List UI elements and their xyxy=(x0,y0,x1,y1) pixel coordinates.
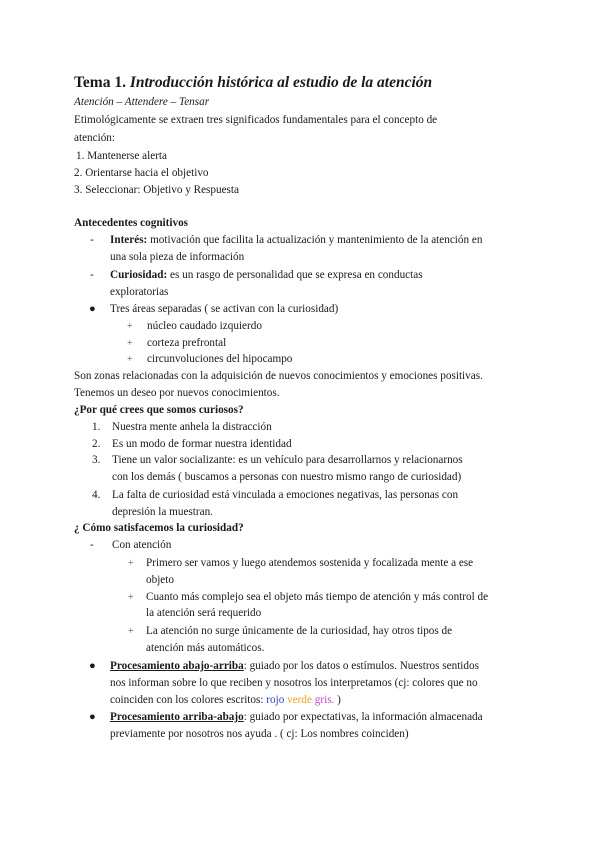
list-number: 3. xyxy=(92,454,101,466)
title-text: Introducción histórica al estudio de la atención xyxy=(129,74,433,91)
como-point: La atención no surge únicamente de la curiosidad, hay otros tipos de xyxy=(146,625,453,637)
como-point: objeto xyxy=(146,574,174,586)
curiosidad-line: exploratorias xyxy=(110,286,169,298)
dash-bullet-icon: - xyxy=(90,234,94,246)
porque-item: La falta de curiosidad está vinculada a emociones negativas, las personas con xyxy=(112,489,459,501)
page-title xyxy=(74,74,432,92)
abajo-arriba-label: Procesamiento abajo-arriba xyxy=(110,660,244,672)
meaning-number: 3. xyxy=(74,184,83,196)
area-item: núcleo caudado izquierdo xyxy=(147,320,262,332)
list-number: 2. xyxy=(92,438,101,450)
curiosidad-line xyxy=(110,268,423,282)
meaning-item xyxy=(74,183,239,197)
section-heading-como: ¿ Cómo satisfacemos la curiosidad? xyxy=(74,522,244,534)
summary-line: Tenemos un deseo por nuevos conocimientos. xyxy=(74,387,280,399)
meaning-number: 2. xyxy=(74,167,83,179)
list-number: 1. xyxy=(92,421,101,433)
plus-bullet-icon: + xyxy=(127,338,133,349)
como-point: la atención será requerido xyxy=(146,607,262,619)
interes-label: Interés: xyxy=(110,234,148,246)
meaning-text: Mantenerse alerta xyxy=(87,150,168,162)
como-point: atención más automáticos. xyxy=(146,642,265,654)
interes-line: una sola pieza de información xyxy=(110,251,245,263)
meaning-item xyxy=(76,149,167,163)
plus-bullet-icon: + xyxy=(127,354,133,365)
areas-line: Tres áreas separadas ( se activan con la curiosidad) xyxy=(110,303,339,315)
intro-line: Etimológicamente se extraen tres significados fundamentales para el concepto de xyxy=(74,114,438,126)
abajo-arriba-line xyxy=(110,693,341,707)
title-prefix: Tema 1. xyxy=(74,74,126,91)
arriba-abajo-line xyxy=(110,710,483,724)
abajo-arriba-line: nos informan sobre lo que reciben y nosotros los interpretamos (cj: colores que no xyxy=(110,677,478,689)
plus-bullet-icon: + xyxy=(128,626,134,637)
color-word-verde: verde xyxy=(287,694,312,706)
curiosidad-label: Curiosidad: xyxy=(110,269,168,281)
como-point: Cuanto más complejo sea el objeto más tiempo de atención y más control de xyxy=(146,591,489,603)
meaning-text: Orientarse hacia el objetivo xyxy=(85,167,209,179)
con-atencion: Con atención xyxy=(112,539,172,551)
arriba-abajo-text: : guiado por expectativas, la información almacenada xyxy=(243,711,483,723)
abajo-arriba-text: : guiado por los datos o estímulos. Nuestros sentidos xyxy=(243,660,479,672)
porque-item: Nuestra mente anhela la distracción xyxy=(112,421,272,433)
curiosidad-text: es un rasgo de personalidad que se expresa en conductas xyxy=(170,269,423,281)
meaning-text: Seleccionar: Objetivo y Respuesta xyxy=(85,184,239,196)
intro-line: atención: xyxy=(74,132,116,144)
color-word-rojo: rojo xyxy=(266,694,285,706)
interes-line xyxy=(110,233,482,247)
plus-bullet-icon: + xyxy=(128,558,134,569)
summary-line: Son zonas relacionadas con la adquisición de nuevos conocimientos y emociones positivas. xyxy=(74,370,483,382)
section-heading-antecedentes: Antecedentes cognitivos xyxy=(74,217,189,229)
porque-item: Es un modo de formar nuestra identidad xyxy=(112,438,292,450)
porque-item: depresión la muestran. xyxy=(112,506,213,518)
plus-bullet-icon: + xyxy=(128,592,134,603)
list-number: 4. xyxy=(92,489,101,501)
abajo-arriba-text: coinciden con los colores escritos: xyxy=(110,694,267,706)
abajo-arriba-text: ) xyxy=(334,694,341,706)
bullet-icon: ● xyxy=(89,303,96,315)
section-heading-porque: ¿Por qué crees que somos curiosos? xyxy=(74,404,244,416)
dash-bullet-icon: - xyxy=(90,539,94,551)
bullet-icon: ● xyxy=(89,711,96,723)
meaning-item xyxy=(74,166,209,180)
interes-text: motivación que facilita la actualización y mantenimiento de la atención en xyxy=(150,234,483,246)
como-point: Primero ser vamos y luego atendemos sostenida y focalizada mente a ese xyxy=(146,557,474,569)
color-word-gris: gris. xyxy=(314,694,335,706)
arriba-abajo-line: previamente por nosotros nos ayuda . ( cj: Los nombres coinciden) xyxy=(110,728,409,740)
dash-bullet-icon: - xyxy=(90,269,94,281)
porque-item: con los demás ( buscamos a personas con nuestro mismo rango de curiosidad) xyxy=(112,471,462,483)
bullet-icon: ● xyxy=(89,660,96,672)
abajo-arriba-line xyxy=(110,659,479,673)
area-item: circunvoluciones del hipocampo xyxy=(147,353,293,365)
subtitle: Atención – Attendere – Tensar xyxy=(74,96,210,108)
plus-bullet-icon: + xyxy=(127,321,133,332)
arriba-abajo-label: Procesamiento arriba-abajo xyxy=(110,711,244,723)
area-item: corteza prefrontal xyxy=(147,337,227,349)
porque-item: Tiene un valor socializante: es un vehículo para desarrollarnos y relacionarnos xyxy=(112,454,463,466)
meaning-number: 1. xyxy=(76,150,85,162)
